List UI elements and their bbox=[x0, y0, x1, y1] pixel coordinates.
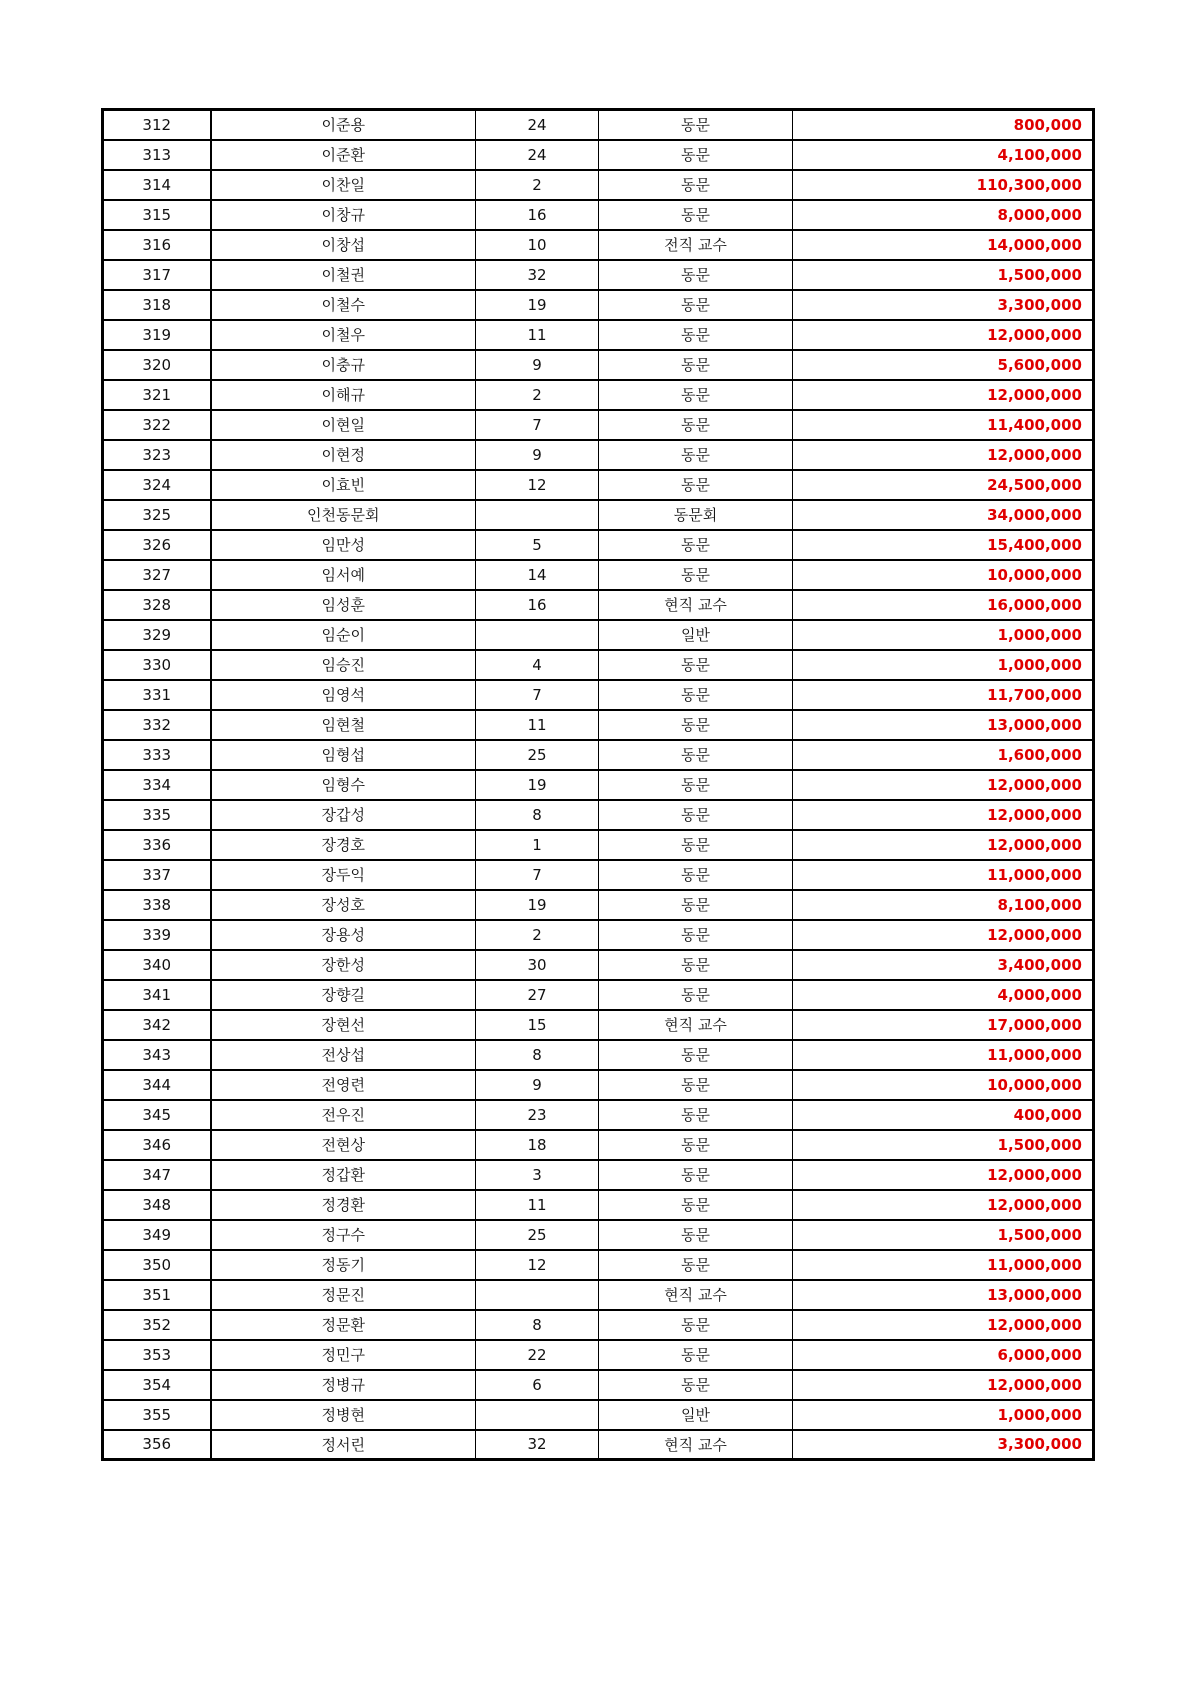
table-row bbox=[103, 1250, 1094, 1280]
donor-type-cell: 현직 교수 bbox=[599, 590, 793, 620]
table-row bbox=[103, 410, 1094, 440]
donor-name-cell: 정경환 bbox=[211, 1190, 476, 1220]
donor-name-cell: 장성호 bbox=[211, 890, 476, 920]
table-row bbox=[103, 1430, 1094, 1460]
table-row bbox=[103, 860, 1094, 890]
donation-amount-cell: 12,000,000 bbox=[793, 1310, 1094, 1340]
table-row bbox=[103, 140, 1094, 170]
donation-amount-cell: 12,000,000 bbox=[793, 1190, 1094, 1220]
donor-name-cell: 임영석 bbox=[211, 680, 476, 710]
row-number-cell: 353 bbox=[103, 1340, 211, 1370]
donation-amount-cell: 12,000,000 bbox=[793, 920, 1094, 950]
table-row bbox=[103, 170, 1094, 200]
class-year-cell: 7 bbox=[476, 680, 599, 710]
class-year-cell: 19 bbox=[476, 290, 599, 320]
class-year-cell: 25 bbox=[476, 1220, 599, 1250]
donor-type-cell: 동문 bbox=[599, 980, 793, 1010]
donor-name-cell: 임성훈 bbox=[211, 590, 476, 620]
donation-amount-cell: 6,000,000 bbox=[793, 1340, 1094, 1370]
donor-name-cell: 정갑환 bbox=[211, 1160, 476, 1190]
donation-amount-cell: 12,000,000 bbox=[793, 770, 1094, 800]
table-row bbox=[103, 890, 1094, 920]
donor-name-cell: 장한성 bbox=[211, 950, 476, 980]
class-year-cell: 22 bbox=[476, 1340, 599, 1370]
donor-type-cell: 동문 bbox=[599, 560, 793, 590]
donor-name-cell: 장현선 bbox=[211, 1010, 476, 1040]
table-row bbox=[103, 500, 1094, 530]
donor-type-cell: 동문 bbox=[599, 350, 793, 380]
donor-type-cell: 동문 bbox=[599, 890, 793, 920]
donor-type-cell: 동문회 bbox=[599, 500, 793, 530]
table-row bbox=[103, 920, 1094, 950]
row-number-cell: 338 bbox=[103, 890, 211, 920]
donation-amount-cell: 12,000,000 bbox=[793, 1160, 1094, 1190]
table-row bbox=[103, 620, 1094, 650]
row-number-cell: 316 bbox=[103, 230, 211, 260]
donor-type-cell: 동문 bbox=[599, 1220, 793, 1250]
donor-type-cell: 동문 bbox=[599, 1190, 793, 1220]
row-number-cell: 313 bbox=[103, 140, 211, 170]
table-row bbox=[103, 440, 1094, 470]
donation-amount-cell: 15,400,000 bbox=[793, 530, 1094, 560]
row-number-cell: 329 bbox=[103, 620, 211, 650]
class-year-cell: 6 bbox=[476, 1370, 599, 1400]
donation-amount-cell: 1,500,000 bbox=[793, 1130, 1094, 1160]
row-number-cell: 349 bbox=[103, 1220, 211, 1250]
row-number-cell: 342 bbox=[103, 1010, 211, 1040]
row-number-cell: 332 bbox=[103, 710, 211, 740]
class-year-cell: 27 bbox=[476, 980, 599, 1010]
row-number-cell: 333 bbox=[103, 740, 211, 770]
donor-name-cell: 임형수 bbox=[211, 770, 476, 800]
class-year-cell: 8 bbox=[476, 800, 599, 830]
row-number-cell: 328 bbox=[103, 590, 211, 620]
donation-amount-cell: 3,300,000 bbox=[793, 290, 1094, 320]
row-number-cell: 336 bbox=[103, 830, 211, 860]
table-row bbox=[103, 110, 1094, 140]
donation-amount-cell: 1,000,000 bbox=[793, 620, 1094, 650]
table-row bbox=[103, 950, 1094, 980]
table-row bbox=[103, 1010, 1094, 1040]
donation-amount-cell: 17,000,000 bbox=[793, 1010, 1094, 1040]
donor-type-cell: 동문 bbox=[599, 1160, 793, 1190]
class-year-cell: 5 bbox=[476, 530, 599, 560]
table-row bbox=[103, 230, 1094, 260]
donation-amount-cell: 14,000,000 bbox=[793, 230, 1094, 260]
row-number-cell: 319 bbox=[103, 320, 211, 350]
class-year-cell: 18 bbox=[476, 1130, 599, 1160]
row-number-cell: 330 bbox=[103, 650, 211, 680]
class-year-cell: 10 bbox=[476, 230, 599, 260]
donor-type-cell: 현직 교수 bbox=[599, 1010, 793, 1040]
donor-name-cell: 임형섭 bbox=[211, 740, 476, 770]
table-row bbox=[103, 1280, 1094, 1310]
table-row bbox=[103, 740, 1094, 770]
donor-type-cell: 동문 bbox=[599, 470, 793, 500]
donation-amount-cell: 1,500,000 bbox=[793, 260, 1094, 290]
donor-name-cell: 정구수 bbox=[211, 1220, 476, 1250]
donation-amount-cell: 12,000,000 bbox=[793, 440, 1094, 470]
donation-amount-cell: 400,000 bbox=[793, 1100, 1094, 1130]
row-number-cell: 334 bbox=[103, 770, 211, 800]
donor-name-cell: 정서린 bbox=[211, 1430, 476, 1460]
donor-type-cell: 일반 bbox=[599, 1400, 793, 1430]
donor-type-cell: 동문 bbox=[599, 1310, 793, 1340]
donor-type-cell: 동문 bbox=[599, 440, 793, 470]
donation-amount-cell: 3,400,000 bbox=[793, 950, 1094, 980]
class-year-cell: 32 bbox=[476, 1430, 599, 1460]
donor-name-cell: 장경호 bbox=[211, 830, 476, 860]
donation-amount-cell: 1,600,000 bbox=[793, 740, 1094, 770]
class-year-cell: 4 bbox=[476, 650, 599, 680]
row-number-cell: 339 bbox=[103, 920, 211, 950]
donor-name-cell: 이철권 bbox=[211, 260, 476, 290]
donor-type-cell: 현직 교수 bbox=[599, 1280, 793, 1310]
class-year-cell: 1 bbox=[476, 830, 599, 860]
donation-amount-cell: 4,000,000 bbox=[793, 980, 1094, 1010]
row-number-cell: 325 bbox=[103, 500, 211, 530]
class-year-cell: 25 bbox=[476, 740, 599, 770]
table-row bbox=[103, 1190, 1094, 1220]
donor-name-cell: 임서예 bbox=[211, 560, 476, 590]
table-row bbox=[103, 650, 1094, 680]
table-row bbox=[103, 560, 1094, 590]
donor-type-cell: 동문 bbox=[599, 1070, 793, 1100]
donation-amount-cell: 1,000,000 bbox=[793, 1400, 1094, 1430]
row-number-cell: 343 bbox=[103, 1040, 211, 1070]
table-row bbox=[103, 1310, 1094, 1340]
table-row bbox=[103, 590, 1094, 620]
table-row bbox=[103, 530, 1094, 560]
donation-amount-cell: 13,000,000 bbox=[793, 1280, 1094, 1310]
donor-name-cell: 전영련 bbox=[211, 1070, 476, 1100]
donor-name-cell: 정병현 bbox=[211, 1400, 476, 1430]
donor-type-cell: 동문 bbox=[599, 800, 793, 830]
row-number-cell: 340 bbox=[103, 950, 211, 980]
class-year-cell: 12 bbox=[476, 470, 599, 500]
donation-amount-cell: 12,000,000 bbox=[793, 830, 1094, 860]
class-year-cell: 2 bbox=[476, 920, 599, 950]
donation-amount-cell: 11,000,000 bbox=[793, 860, 1094, 890]
donor-name-cell: 이해규 bbox=[211, 380, 476, 410]
class-year-cell: 2 bbox=[476, 170, 599, 200]
donation-amount-cell: 5,600,000 bbox=[793, 350, 1094, 380]
donor-type-cell: 동문 bbox=[599, 140, 793, 170]
class-year-cell bbox=[476, 500, 599, 530]
row-number-cell: 351 bbox=[103, 1280, 211, 1310]
donation-amount-cell: 10,000,000 bbox=[793, 560, 1094, 590]
class-year-cell: 12 bbox=[476, 1250, 599, 1280]
donor-name-cell: 이찬일 bbox=[211, 170, 476, 200]
table-row bbox=[103, 320, 1094, 350]
class-year-cell: 8 bbox=[476, 1310, 599, 1340]
donor-type-cell: 동문 bbox=[599, 170, 793, 200]
donor-name-cell: 장갑성 bbox=[211, 800, 476, 830]
row-number-cell: 324 bbox=[103, 470, 211, 500]
table-row bbox=[103, 290, 1094, 320]
row-number-cell: 345 bbox=[103, 1100, 211, 1130]
donor-type-cell: 현직 교수 bbox=[599, 1430, 793, 1460]
donor-type-cell: 동문 bbox=[599, 740, 793, 770]
class-year-cell: 7 bbox=[476, 410, 599, 440]
class-year-cell: 7 bbox=[476, 860, 599, 890]
donor-name-cell: 이철수 bbox=[211, 290, 476, 320]
donor-type-cell: 동문 bbox=[599, 950, 793, 980]
row-number-cell: 347 bbox=[103, 1160, 211, 1190]
donor-type-cell: 동문 bbox=[599, 1130, 793, 1160]
donor-type-cell: 동문 bbox=[599, 860, 793, 890]
donor-name-cell: 이효빈 bbox=[211, 470, 476, 500]
donation-amount-cell: 800,000 bbox=[793, 110, 1094, 140]
row-number-cell: 315 bbox=[103, 200, 211, 230]
row-number-cell: 348 bbox=[103, 1190, 211, 1220]
table-row bbox=[103, 1070, 1094, 1100]
row-number-cell: 354 bbox=[103, 1370, 211, 1400]
table-row bbox=[103, 1340, 1094, 1370]
donor-type-cell: 동문 bbox=[599, 1340, 793, 1370]
donor-name-cell: 이철우 bbox=[211, 320, 476, 350]
table-row bbox=[103, 470, 1094, 500]
row-number-cell: 341 bbox=[103, 980, 211, 1010]
row-number-cell: 346 bbox=[103, 1130, 211, 1160]
donor-type-cell: 동문 bbox=[599, 710, 793, 740]
class-year-cell: 16 bbox=[476, 200, 599, 230]
donation-amount-cell: 12,000,000 bbox=[793, 1370, 1094, 1400]
donor-name-cell: 이현정 bbox=[211, 440, 476, 470]
donor-type-cell: 동문 bbox=[599, 200, 793, 230]
donation-amount-cell: 11,000,000 bbox=[793, 1250, 1094, 1280]
donor-name-cell: 장용성 bbox=[211, 920, 476, 950]
donor-name-cell: 임만성 bbox=[211, 530, 476, 560]
class-year-cell: 24 bbox=[476, 140, 599, 170]
donor-type-cell: 동문 bbox=[599, 110, 793, 140]
donor-name-cell: 임현철 bbox=[211, 710, 476, 740]
donor-type-cell: 동문 bbox=[599, 290, 793, 320]
class-year-cell: 24 bbox=[476, 110, 599, 140]
table-row bbox=[103, 1130, 1094, 1160]
donor-table bbox=[101, 108, 1095, 1461]
donor-type-cell: 동문 bbox=[599, 380, 793, 410]
class-year-cell: 19 bbox=[476, 890, 599, 920]
table-row bbox=[103, 380, 1094, 410]
donor-name-cell: 전상섭 bbox=[211, 1040, 476, 1070]
donor-name-cell: 정민구 bbox=[211, 1340, 476, 1370]
donor-type-cell: 전직 교수 bbox=[599, 230, 793, 260]
donation-amount-cell: 10,000,000 bbox=[793, 1070, 1094, 1100]
class-year-cell: 9 bbox=[476, 1070, 599, 1100]
row-number-cell: 344 bbox=[103, 1070, 211, 1100]
donation-amount-cell: 8,000,000 bbox=[793, 200, 1094, 230]
donor-type-cell: 동문 bbox=[599, 650, 793, 680]
donor-name-cell: 이현일 bbox=[211, 410, 476, 440]
donor-name-cell: 이창섭 bbox=[211, 230, 476, 260]
class-year-cell: 19 bbox=[476, 770, 599, 800]
donor-name-cell: 전우진 bbox=[211, 1100, 476, 1130]
donation-amount-cell: 1,500,000 bbox=[793, 1220, 1094, 1250]
row-number-cell: 314 bbox=[103, 170, 211, 200]
donation-amount-cell: 12,000,000 bbox=[793, 320, 1094, 350]
class-year-cell: 9 bbox=[476, 350, 599, 380]
row-number-cell: 317 bbox=[103, 260, 211, 290]
table-row bbox=[103, 1220, 1094, 1250]
donor-name-cell: 정병규 bbox=[211, 1370, 476, 1400]
table-row bbox=[103, 200, 1094, 230]
class-year-cell bbox=[476, 1400, 599, 1430]
donor-type-cell: 동문 bbox=[599, 320, 793, 350]
row-number-cell: 350 bbox=[103, 1250, 211, 1280]
row-number-cell: 355 bbox=[103, 1400, 211, 1430]
donation-amount-cell: 1,000,000 bbox=[793, 650, 1094, 680]
donor-name-cell: 정문진 bbox=[211, 1280, 476, 1310]
table-row bbox=[103, 1100, 1094, 1130]
class-year-cell: 11 bbox=[476, 320, 599, 350]
row-number-cell: 327 bbox=[103, 560, 211, 590]
donation-amount-cell: 34,000,000 bbox=[793, 500, 1094, 530]
row-number-cell: 322 bbox=[103, 410, 211, 440]
row-number-cell: 335 bbox=[103, 800, 211, 830]
class-year-cell bbox=[476, 620, 599, 650]
class-year-cell: 15 bbox=[476, 1010, 599, 1040]
donation-amount-cell: 24,500,000 bbox=[793, 470, 1094, 500]
table-row bbox=[103, 1370, 1094, 1400]
class-year-cell: 8 bbox=[476, 1040, 599, 1070]
row-number-cell: 318 bbox=[103, 290, 211, 320]
donor-type-cell: 동문 bbox=[599, 920, 793, 950]
donor-name-cell: 장두익 bbox=[211, 860, 476, 890]
donation-amount-cell: 11,700,000 bbox=[793, 680, 1094, 710]
donation-amount-cell: 13,000,000 bbox=[793, 710, 1094, 740]
table-row bbox=[103, 260, 1094, 290]
donor-name-cell: 장향길 bbox=[211, 980, 476, 1010]
donor-type-cell: 동문 bbox=[599, 1040, 793, 1070]
donor-name-cell: 이준용 bbox=[211, 110, 476, 140]
row-number-cell: 337 bbox=[103, 860, 211, 890]
table-row bbox=[103, 350, 1094, 380]
donor-name-cell: 임순이 bbox=[211, 620, 476, 650]
table-row bbox=[103, 710, 1094, 740]
table-row bbox=[103, 980, 1094, 1010]
donation-amount-cell: 11,000,000 bbox=[793, 1040, 1094, 1070]
donor-type-cell: 동문 bbox=[599, 260, 793, 290]
donor-name-cell: 이충규 bbox=[211, 350, 476, 380]
table-row bbox=[103, 800, 1094, 830]
table-row bbox=[103, 1160, 1094, 1190]
donation-amount-cell: 12,000,000 bbox=[793, 800, 1094, 830]
donation-amount-cell: 3,300,000 bbox=[793, 1430, 1094, 1460]
row-number-cell: 321 bbox=[103, 380, 211, 410]
class-year-cell: 11 bbox=[476, 1190, 599, 1220]
donation-amount-cell: 8,100,000 bbox=[793, 890, 1094, 920]
table-row bbox=[103, 1400, 1094, 1430]
donation-amount-cell: 12,000,000 bbox=[793, 380, 1094, 410]
donation-amount-cell: 110,300,000 bbox=[793, 170, 1094, 200]
donation-amount-cell: 4,100,000 bbox=[793, 140, 1094, 170]
table-row bbox=[103, 680, 1094, 710]
table-row bbox=[103, 770, 1094, 800]
donor-type-cell: 일반 bbox=[599, 620, 793, 650]
row-number-cell: 326 bbox=[103, 530, 211, 560]
class-year-cell bbox=[476, 1280, 599, 1310]
class-year-cell: 11 bbox=[476, 710, 599, 740]
row-number-cell: 320 bbox=[103, 350, 211, 380]
donor-type-cell: 동문 bbox=[599, 1250, 793, 1280]
donor-type-cell: 동문 bbox=[599, 1100, 793, 1130]
class-year-cell: 3 bbox=[476, 1160, 599, 1190]
donor-table-body bbox=[103, 110, 1094, 1460]
donation-amount-cell: 16,000,000 bbox=[793, 590, 1094, 620]
row-number-cell: 323 bbox=[103, 440, 211, 470]
donor-type-cell: 동문 bbox=[599, 530, 793, 560]
class-year-cell: 2 bbox=[476, 380, 599, 410]
donor-type-cell: 동문 bbox=[599, 680, 793, 710]
donor-name-cell: 임승진 bbox=[211, 650, 476, 680]
donor-name-cell: 이준환 bbox=[211, 140, 476, 170]
donor-type-cell: 동문 bbox=[599, 1370, 793, 1400]
donor-name-cell: 전현상 bbox=[211, 1130, 476, 1160]
row-number-cell: 356 bbox=[103, 1430, 211, 1460]
row-number-cell: 352 bbox=[103, 1310, 211, 1340]
donor-type-cell: 동문 bbox=[599, 830, 793, 860]
table-row bbox=[103, 1040, 1094, 1070]
donor-type-cell: 동문 bbox=[599, 410, 793, 440]
class-year-cell: 9 bbox=[476, 440, 599, 470]
class-year-cell: 32 bbox=[476, 260, 599, 290]
donation-amount-cell: 11,400,000 bbox=[793, 410, 1094, 440]
row-number-cell: 331 bbox=[103, 680, 211, 710]
class-year-cell: 30 bbox=[476, 950, 599, 980]
donor-name-cell: 이창규 bbox=[211, 200, 476, 230]
donor-name-cell: 정문환 bbox=[211, 1310, 476, 1340]
donor-type-cell: 동문 bbox=[599, 770, 793, 800]
table-row bbox=[103, 830, 1094, 860]
class-year-cell: 14 bbox=[476, 560, 599, 590]
class-year-cell: 23 bbox=[476, 1100, 599, 1130]
class-year-cell: 16 bbox=[476, 590, 599, 620]
donor-name-cell: 인천동문회 bbox=[211, 500, 476, 530]
row-number-cell: 312 bbox=[103, 110, 211, 140]
donor-name-cell: 정동기 bbox=[211, 1250, 476, 1280]
